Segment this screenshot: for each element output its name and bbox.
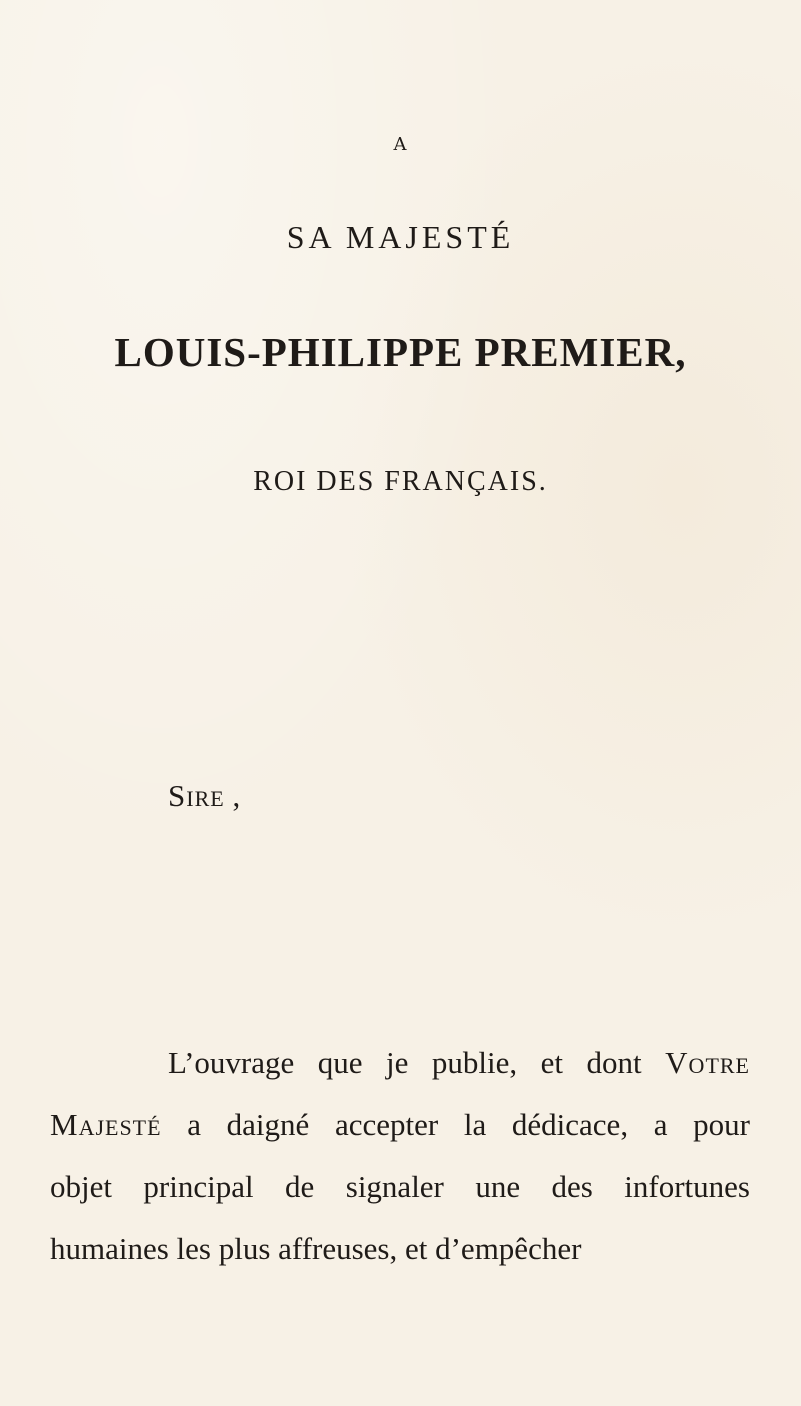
salutation (168, 778, 240, 814)
body-line-2-majeste: Majesté (50, 1107, 162, 1142)
dedication-sa-majeste: SA MAJESTÉ (286, 219, 515, 255)
dedication-roi: ROI DES FRANÇAIS. (253, 466, 548, 497)
body-paragraph (50, 1032, 750, 1280)
salutation-comma: , (224, 778, 241, 813)
body-line-2 (50, 1094, 750, 1156)
body-line-1-text: L’ouvrage que je publie, et dont (168, 1045, 666, 1080)
body-line-2-text: a daigné accepter la dédicace, a pour (161, 1107, 750, 1142)
body-line-1 (50, 1032, 750, 1094)
dedication-a: A (393, 134, 408, 155)
body-line-4: humaines les plus affreuses, et d’empêcher (50, 1231, 582, 1266)
dedication-louis-philippe: LOUIS-PHILIPPE PREMIER, (114, 329, 687, 375)
body-line-1-votre: Votre (665, 1045, 750, 1080)
salutation-sire: Sire (168, 778, 225, 813)
body-line-3: objet principal de signaler une des infortunes (50, 1169, 750, 1204)
